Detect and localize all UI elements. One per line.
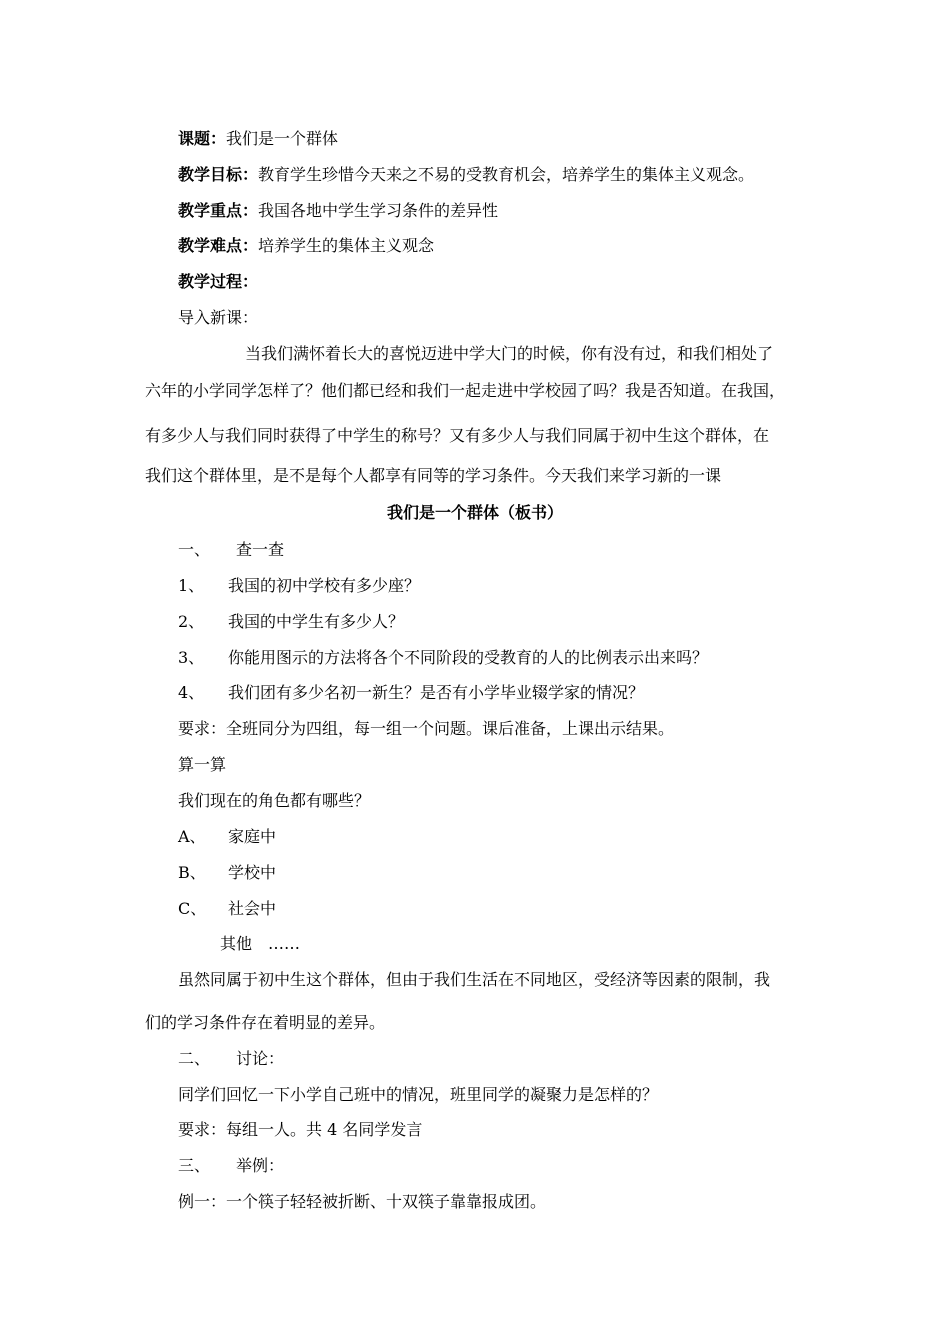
- difficulty-line: [178, 235, 434, 257]
- section-marker: 二、: [178, 1049, 211, 1068]
- section-title: 查一查: [236, 540, 285, 559]
- list-marker: A、: [178, 827, 206, 846]
- intro-label: 导入新课：: [178, 308, 259, 327]
- section-heading: [178, 539, 284, 561]
- list-item: [178, 647, 708, 669]
- section-heading: [178, 1155, 284, 1177]
- section-marker: 三、: [178, 1156, 211, 1175]
- list-item: [178, 862, 276, 884]
- difficulty-label: 教学难点：: [178, 236, 259, 255]
- others-text: 其他: [220, 934, 253, 953]
- key-point-line: [178, 200, 498, 222]
- list-item: [178, 575, 420, 597]
- list-marker: 4、: [178, 683, 205, 702]
- others-line: [220, 933, 300, 955]
- example-text: 例一：一个筷子轻轻被折断、十双筷子靠靠报成团。: [178, 1192, 547, 1211]
- conclusion-line: 虽然同属于初中生这个群体，但由于我们生活在不同地区，受经济等因素的限制，我: [178, 970, 771, 989]
- roles-question: 我们现在的角色都有哪些？: [178, 791, 371, 810]
- intro-paragraph-line: 当我们满怀着长大的喜悦迈进中学大门的时候，你有没有过，和我们相处了: [245, 344, 774, 363]
- discussion-question: 同学们回忆一下小学自己班中的情况，班里同学的凝聚力是怎样的？: [178, 1085, 659, 1104]
- title-label: 课题：: [178, 129, 227, 148]
- list-item-text: 我国的中学生有多少人？: [228, 612, 405, 631]
- section-title: 讨论：: [236, 1049, 285, 1068]
- key-point-label: 教学重点：: [178, 201, 259, 220]
- intro-paragraph-line: 我们这个群体里，是不是每个人都享有同等的学习条件。今天我们来学习新的一课: [145, 466, 722, 485]
- list-marker: 2、: [178, 612, 205, 631]
- calc-title: 算一算: [178, 755, 227, 774]
- list-item: [178, 898, 276, 920]
- goal-label: 教学目标：: [178, 165, 259, 184]
- list-marker: 1、: [178, 576, 205, 595]
- goal-text: 教育学生珍惜今天来之不易的受教育机会，培养学生的集体主义观念。: [258, 165, 755, 184]
- title-text: 我们是一个群体: [226, 129, 339, 148]
- list-item-text: 你能用图示的方法将各个不同阶段的受教育的人的比例表示出来吗？: [228, 648, 709, 667]
- list-item-text: 社会中: [228, 899, 277, 918]
- key-point-text: 我国各地中学生学习条件的差异性: [258, 201, 499, 220]
- list-item-text: 学校中: [228, 863, 277, 882]
- requirement-text: 要求：全班同分为四组，每一组一个问题。课后准备，上课出示结果。: [178, 719, 675, 738]
- conclusion-line: 们的学习条件存在着明显的差异。: [145, 1013, 386, 1032]
- board-title: 我们是一个群体（板书）: [386, 503, 563, 522]
- goal-line: [178, 164, 754, 186]
- requirement-text: 要求：每组一人。共 4 名同学发言: [178, 1120, 423, 1139]
- difficulty-text: 培养学生的集体主义观念: [258, 236, 435, 255]
- intro-paragraph-line: 六年的小学同学怎样了？他们都已经和我们一起走进中学校园了吗？我是否知道。在我国，: [145, 381, 786, 400]
- title-line: [178, 128, 338, 150]
- section-marker: 一、: [178, 540, 211, 559]
- section-title: 举例：: [236, 1156, 285, 1175]
- list-marker: C、: [178, 899, 207, 918]
- ellipsis-text: ……: [268, 934, 301, 953]
- intro-paragraph-line: 有多少人与我们同时获得了中学生的称号？又有多少人与我们同属于初中生这个群体，在: [145, 426, 770, 445]
- process-label: 教学过程：: [178, 272, 259, 291]
- list-item-text: 我们团有多少名初一新生？是否有小学毕业辍学家的情况？: [228, 683, 645, 702]
- list-item-text: 我国的初中学校有多少座？: [228, 576, 421, 595]
- list-item: [178, 682, 644, 704]
- list-item: [178, 826, 276, 848]
- list-item-text: 家庭中: [228, 827, 277, 846]
- list-item: [178, 611, 404, 633]
- list-marker: B、: [178, 863, 206, 882]
- section-heading: [178, 1048, 284, 1070]
- list-marker: 3、: [178, 648, 205, 667]
